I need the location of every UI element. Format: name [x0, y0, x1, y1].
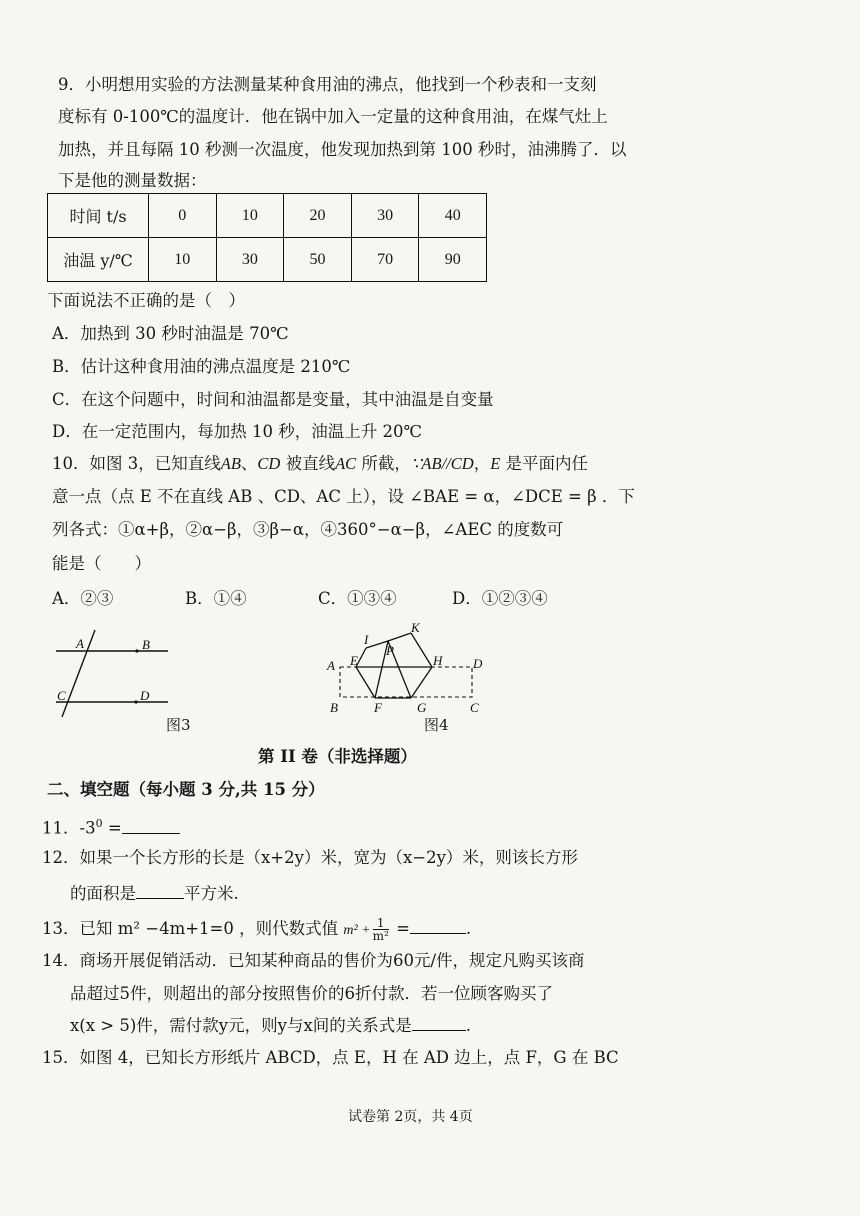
q10-line1 — [52, 453, 588, 475]
q10-line4: 能是（ ） — [52, 554, 151, 573]
q12-answer-blank — [136, 884, 184, 899]
q10-text: ∵AB//CD — [410, 454, 474, 473]
fig4-label-h: H — [433, 653, 443, 668]
q14-line1: 14．商场开展促销活动．已知某种商品的售价为60元/件，规定凡购买该商 — [42, 951, 585, 970]
page-footer: 试卷第 2页，共 4页 — [348, 1109, 473, 1125]
part-2-heading: 二、填空题（每小题 3 分,共 15 分） — [47, 780, 325, 799]
q12-text: 的面积是 — [70, 884, 136, 903]
q10-text: CD — [257, 454, 281, 473]
q14-line2: 品超过5件，则超出的部分按照售价的6折付款．若一位顾客购买了 — [70, 984, 553, 1003]
table-cell: 20 — [284, 194, 352, 238]
fig4-label-p: P — [386, 643, 394, 658]
table-cell: 50 — [284, 238, 352, 282]
fig4-label-d: D — [473, 656, 483, 671]
table-row — [48, 238, 487, 282]
q13-frac-num: 1 — [373, 917, 389, 930]
q9-option-c: C．在这个问题中，时间和油温都是变量，其中油温是自变量 — [52, 390, 494, 409]
q9-option-d: D．在一定范围内，每加热 10 秒，油温上升 20℃ — [52, 422, 422, 441]
q9-line2: 度标有 0-100℃的温度计．他在锅中加入一定量的这种食用油，在煤气灶上 — [58, 107, 608, 126]
table-cell: 油温 y/℃ — [48, 238, 149, 282]
q9-line4: 下是他的测量数据： — [58, 171, 207, 190]
fig3-label-c: C — [57, 688, 66, 703]
q14-answer-blank — [412, 1016, 466, 1031]
table-cell: 90 — [419, 238, 487, 282]
q13-text: 13．已知 m² −4m+1=0 ，则代数式值 — [42, 919, 339, 938]
q10-text: AB — [220, 454, 241, 473]
q13-answer-blank — [410, 919, 466, 934]
q13 — [42, 917, 471, 942]
fig3-label-b: B — [142, 637, 150, 652]
q14-end: . — [465, 1016, 471, 1035]
q10-line3: 列各式：①α+β，②α−β，③β−α，④360°−α−β，∠AEC 的度数可 — [52, 520, 564, 539]
q10-option-a: A．②③ — [52, 589, 114, 608]
q10-option-c: C．①③④ — [318, 589, 397, 608]
q13-eq: = — [390, 919, 410, 938]
q10-text: AC — [335, 454, 357, 473]
q10-text: E — [490, 454, 501, 473]
q10-option-d: D．①②③④ — [452, 589, 548, 608]
q10-text: 10．如图 3，已知直线 — [52, 454, 221, 473]
fig4-label-f: F — [374, 700, 382, 715]
fig4-label-e: E — [350, 653, 358, 668]
table-cell: 40 — [419, 194, 487, 238]
q9-line1: 9．小明想用实验的方法测量某种食用油的沸点，他找到一个秒表和一支刻 — [58, 75, 597, 94]
fig4-label-i: I — [364, 632, 369, 647]
q11-eq: = — [102, 818, 122, 838]
q13-frac-den: m² — [372, 929, 389, 943]
figure-3 — [40, 622, 180, 722]
fig4-label-a: A — [327, 658, 335, 673]
table-cell: 10 — [216, 194, 284, 238]
q9-data-table — [47, 193, 487, 282]
section-2-title: 第 II 卷（非选择题） — [258, 747, 417, 766]
table-row — [48, 194, 487, 238]
q10-text: ， — [473, 454, 491, 473]
figure-4 — [320, 620, 500, 715]
q14-line3 — [70, 1015, 471, 1037]
q13-end: . — [465, 919, 472, 938]
fig4-label-b: B — [330, 700, 338, 715]
q11 — [42, 813, 180, 840]
fig4-label-k: K — [411, 620, 420, 635]
q11-answer-blank — [122, 819, 180, 834]
table-cell: 0 — [149, 194, 217, 238]
table-cell: 30 — [216, 238, 284, 282]
q11-text: 11．-3 — [42, 818, 96, 838]
q12-line2 — [70, 883, 239, 905]
table-cell: 30 — [351, 194, 419, 238]
fig4-label-g: G — [417, 700, 427, 715]
q12-line1: 12．如果一个长方形的长是（x+2y）米，宽为（x−2y）米，则该长方形 — [42, 848, 578, 867]
q12-text: 平方米. — [184, 884, 239, 903]
q15-line1: 15．如图 4，已知长方形纸片 ABCD，点 E，H 在 AD 边上，点 F，G 在 BC — [42, 1048, 619, 1067]
q10-text: 是平面内任 — [500, 454, 589, 473]
q10-text: 所截， — [356, 454, 411, 473]
table-cell: 时间 t/s — [48, 194, 149, 238]
q9-line3: 加热，并且每隔 10 秒测一次温度，他发现加热到第 100 秒时，油沸腾了．以 — [58, 140, 627, 159]
fig4-label-c: C — [470, 700, 479, 715]
q10-text: 、 — [240, 454, 258, 473]
fig3-caption: 图3 — [166, 716, 191, 734]
q13-expr: m² + — [343, 923, 371, 938]
table-cell: 10 — [149, 238, 217, 282]
q13-fraction — [373, 917, 389, 942]
q10-line2: 意一点（点 E 不在直线 AB 、CD、AC 上），设 ∠BAE = α，∠DCE = β ．下 — [52, 487, 635, 506]
table-cell: 70 — [351, 238, 419, 282]
fig3-label-d: D — [140, 688, 150, 703]
q9-option-a: A．加热到 30 秒时油温是 70℃ — [52, 324, 289, 343]
q10-option-b: B．①④ — [185, 589, 247, 608]
fig4-caption: 图4 — [424, 716, 449, 734]
q9-prompt: 下面说法不正确的是（ ） — [47, 291, 245, 310]
fig3-label-a: A — [76, 636, 84, 651]
q9-option-b: B．估计这种食用油的沸点温度是 210℃ — [52, 357, 351, 376]
q10-text: 被直线 — [280, 454, 336, 473]
q14-text: x(x > 5)件，需付款y元，则y与x间的关系式是 — [70, 1016, 412, 1035]
q11-exponent: 0 — [95, 817, 103, 830]
